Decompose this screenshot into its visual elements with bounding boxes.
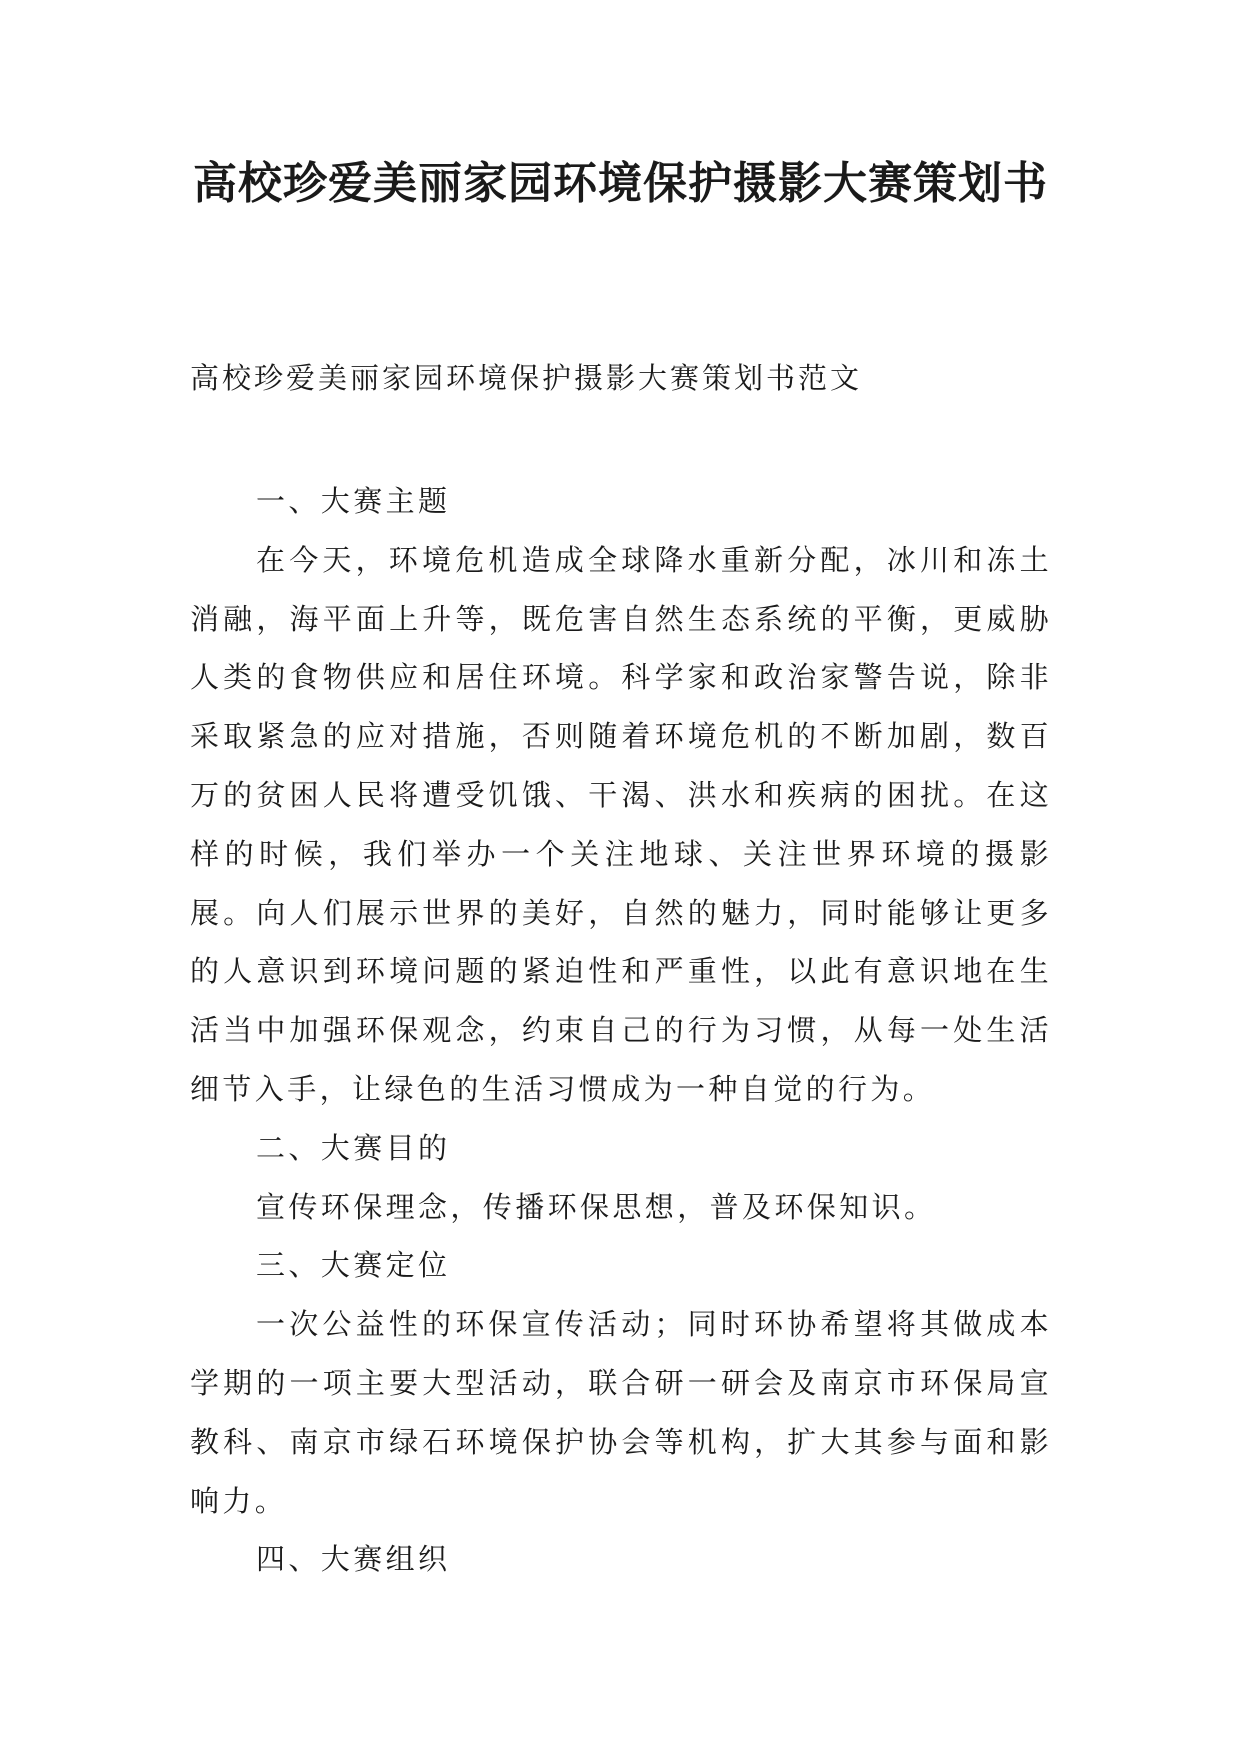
section-heading-positioning: 三、大赛定位 [256, 1248, 451, 1283]
document-title: 高校珍爱美丽家园环境保护摄影大赛策划书 [193, 158, 1048, 209]
paragraph-purpose: 宣传环保理念，传播环保思想，普及环保知识。 [256, 1189, 937, 1224]
section-heading-theme: 一、大赛主题 [256, 484, 451, 518]
paragraph-theme: 在今天，环境危机造成全球降水重新分配，冰川和冻土消融，海平面上升等，既危害自然生态系统的平衡，更威胁人类的食物供应和居住环境。科学家和政治家警告说，除非采取紧急的应对措施，否则随着环境危机的不断加剧，数百万的贫困人民将遭受饥饿、干渴、洪水和疾病的困扰。在这样的时候，我们举办一个关注地球、关注世界环境的摄影展。向人们展示世界的美好，自然的魅力，同时能够让更多的人意识到环境问题的紧迫性和严重性，以此有意识地在生活当中加强环保观念，约束自己的行为习惯，从每一处生活细节入手，让绿色的生活习惯成为一种自觉的行为。 [190, 542, 1052, 1106]
paragraph-positioning: 一次公益性的环保宣传活动；同时环协希望将其做成本学期的一项主要大型活动，联合研一研会及南京市环保局宣教科、南京市绿石环境保护协会等机构，扩大其参与面和影响力。 [190, 1307, 1052, 1518]
section-heading-organization: 四、大赛组织 [256, 1542, 451, 1577]
section-heading-purpose: 二、大赛目的 [256, 1130, 451, 1165]
document-body [190, 472, 1052, 1589]
document-subtitle: 高校珍爱美丽家园环境保护摄影大赛策划书范文 [190, 361, 863, 395]
